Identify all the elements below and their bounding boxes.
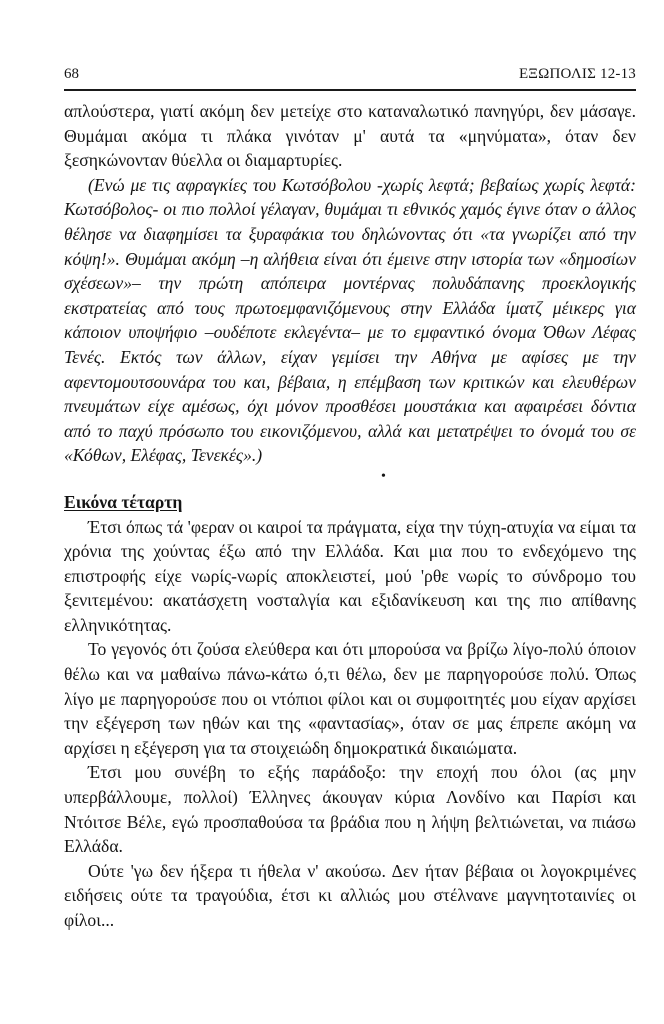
paragraph-5: Έτσι μου συνέβη το εξής παράδοξο: την εποχή που όλοι (ας μην υπερβάλλουμε, πολλοί) Έλληνες άκουγαν κύρια Λονδίνο και Παρίσι και Ντόιτσε Βέλε, εγώ προσπαθούσα τα βράδια που η λήψη βελτιώνεται, να πιάσω Ελλάδα. [64, 762, 636, 857]
page-number: 68 [64, 66, 79, 82]
divider [64, 468, 636, 482]
divider-dot: • [381, 468, 386, 484]
section-heading: Εικόνα τέταρτη [64, 491, 183, 512]
page-header [64, 66, 636, 86]
paragraph-3: Έτσι όπως τά 'φεραν οι καιροί τα πράγματα, είχα την τύχη-ατυχία να είμαι τα χρόνια της χούντας έξω από την Ελλάδα. Και μια που το ενδεχόμενο της επιστροφής είχε νωρίς-νωρίς αποκλειστεί, μού 'ρθε νωρίς το σύνδρομο του ξενιτεμένου: ακατάσχετη νοσταλγία και εξιδανίκευση και της πιο απίθανης ελληνικότητας. [64, 516, 636, 635]
paragraph-6: Ούτε 'γω δεν ήξερα τι ήθελα ν' ακούσω. Δεν ήταν βέβαια οι λογοκριμένες ειδήσεις ούτε τα τραγούδια, έτσι κι αλλιώς μου στέλνανε μαγνητοταινίες οι φίλοι... [64, 860, 636, 930]
header-rule [64, 89, 636, 91]
body-text [64, 99, 636, 933]
paragraph-1: απλούστερα, γιατί ακόμη δεν μετείχε στο καταναλωτικό πανηγύρι, δεν μάσαγε. Θυμάμαι ακόμα τι πλάκα γινόταν μ' αυτά τα «μηνύματα», όταν δεν ξεσηκώνονταν θύελλα οι διαμαρτυρίες. [64, 101, 636, 171]
running-head: ΕΞΩΠΟΛΙΣ 12-13 [518, 66, 636, 82]
paragraph-4: Το γεγονός ότι ζούσα ελεύθερα και ότι μπορούσα να βρίζω λίγο-πολύ όποιον θέλω και να μαθαίνω πάνω-κάτω ό,τι θέλω, δεν με παρηγορούσε πολύ. Όπως λίγο με παρηγορούσε που οι ντόπιοι φίλοι και οι συμφοιτητές μου είχαν αρχίσει την εξέγερση των ηθών και της «φαντασίας», όταν σε μας έπρεπε ακόμη να αρχίσει η εξέγερση για τα στοιχειώδη δημοκρατικά δικαιώματα. [64, 639, 636, 758]
paragraph-2-italic: (Ενώ με τις αφραγκίες του Κωτσόβολου -χωρίς λεφτά; βεβαίως χωρίς λεφτά: Κωτσόβολος- οι πιο πολλοί γέλαγαν, θυμάμαι τι εθνικός χαμός έγινε όταν ο άλλος θέλησε να διαφημίσει τα ξυραφάκια του δηλώνοντας ότι «τα γνωρίζει από την κόψη!». Θυμάμαι ακόμη –η αλήθεια είναι ότι έμεινε στην ιστορία των «δημοσίων σχέσεων»– την πρώτη απόπειρα μοντέρνας πολυδάπανης προεκλογικής εκστρατείας από τους πρωτοεμφανιζόμενους στην Ελλάδα ίματζ μέικερς για κάποιον υποψήφιο –ουδέποτε εκλεγέντα– με το εμφαντικό όνομα Όθων Λέφας Τενές. Εκτός των άλλων, είχαν γεμίσει την Αθήνα με αφίσες με την αφεντομουτσουνάρα του και, βέβαια, η επέμβαση των κριτικών και ελευθέρων πνευμάτων είχε αμέσως, όχι μόνον προσθέσει μουστάκια και αφαιρέσει δόντια από το παχύ πρόσωπο του εικονιζόμενου, αλλά και μετατρέψει το όνομά του σε «Κόθων, Ελέφας, Τενεκές».) [64, 174, 636, 466]
